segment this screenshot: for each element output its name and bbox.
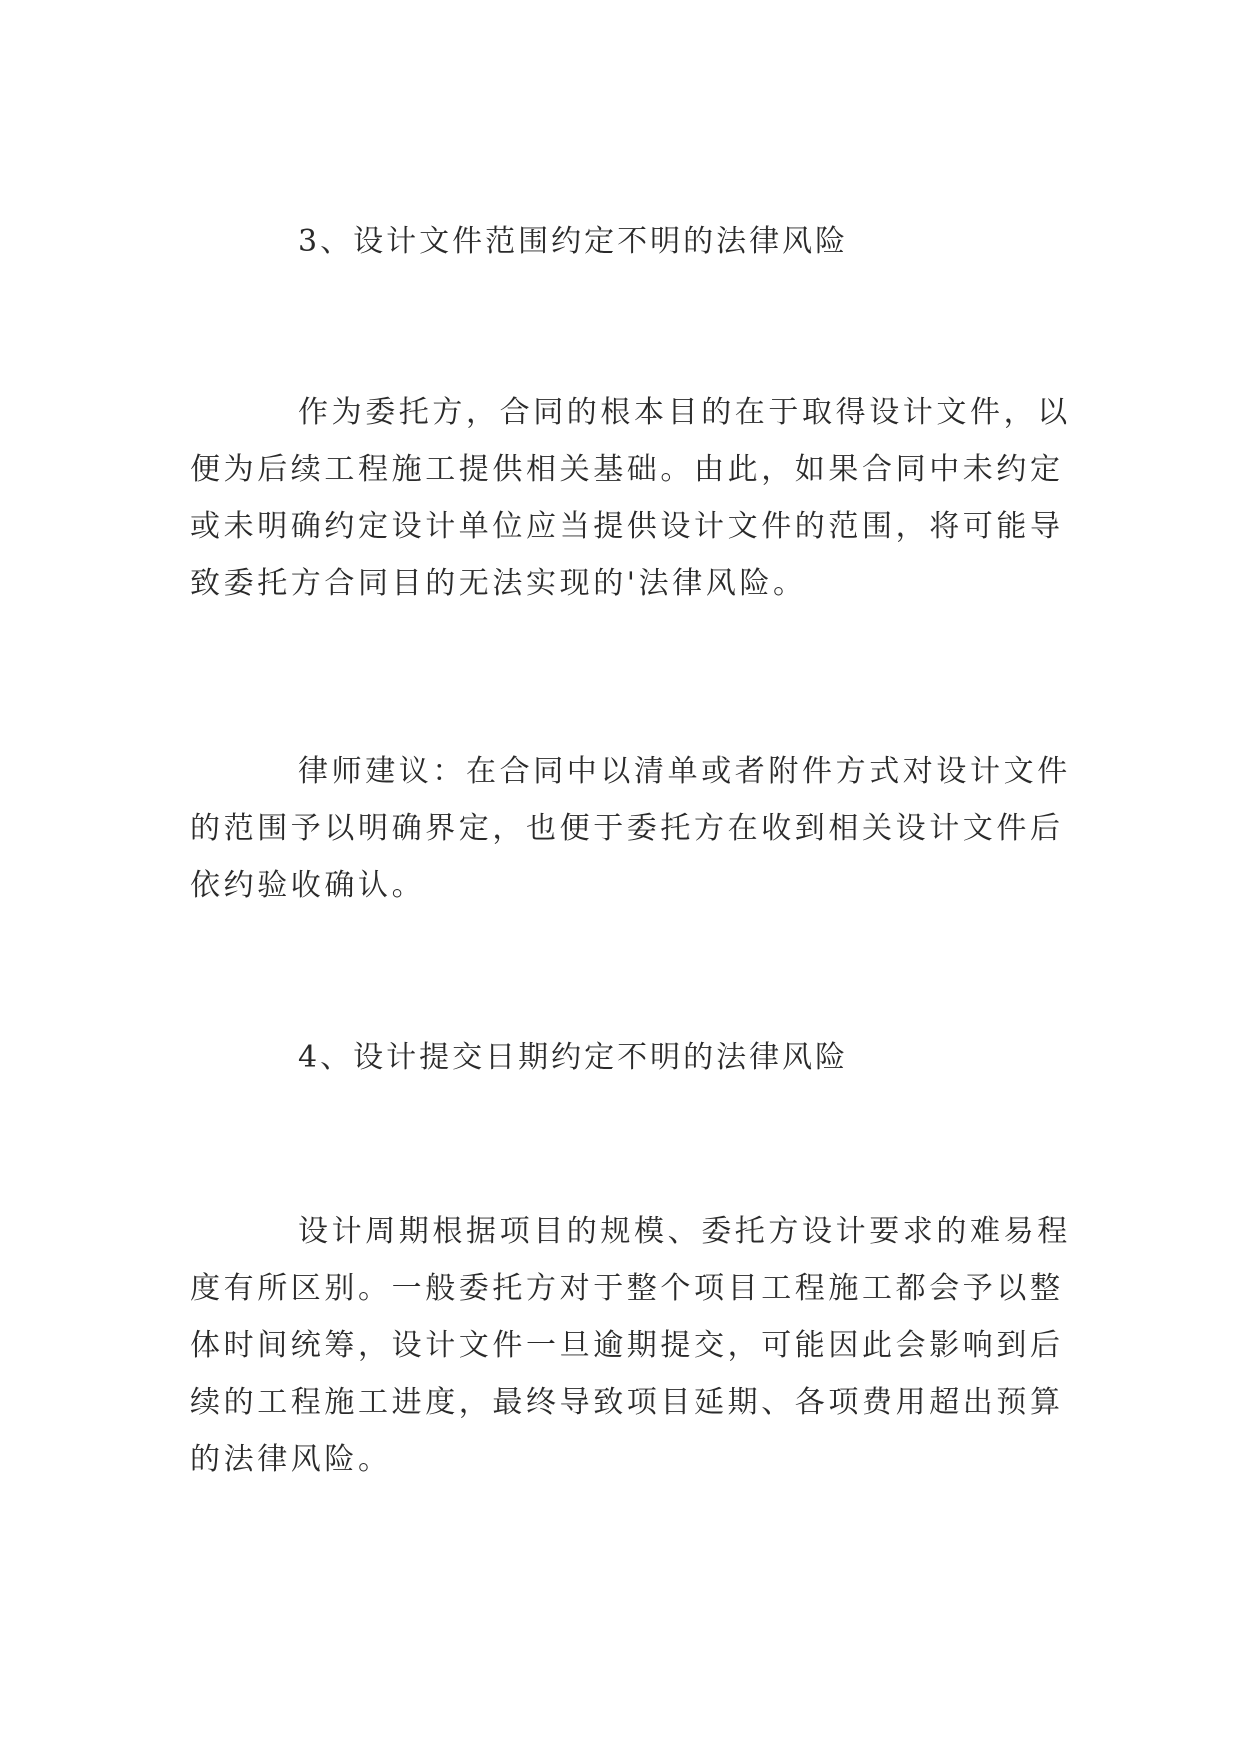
- paragraph-line: 的范围予以明确界定，也便于委托方在收到相关设计文件后: [190, 811, 1064, 846]
- paragraph-line: 致委托方合同目的无法实现的'法律风险。: [190, 566, 807, 601]
- section-3-paragraph-1: [190, 384, 1071, 612]
- section-4-heading: 4、设计提交日期约定不明的法律风险: [298, 1040, 849, 1075]
- paragraph-line: 设计周期根据项目的规模、委托方设计要求的难易程: [298, 1214, 1071, 1249]
- paragraph-line: 依约验收确认。: [190, 868, 426, 903]
- paragraph-line: 续的工程施工进度，最终导致项目延期、各项费用超出预算: [190, 1385, 1064, 1420]
- paragraph-line: 律师建议：在合同中以清单或者附件方式对设计文件: [298, 754, 1071, 789]
- paragraph-line: 度有所区别。一般委托方对于整个项目工程施工都会予以整: [190, 1271, 1064, 1306]
- section-4-paragraph-1: [190, 1203, 1071, 1488]
- paragraph-line: 作为委托方，合同的根本目的在于取得设计文件，以: [298, 395, 1071, 430]
- paragraph-line: 的法律风险。: [190, 1442, 392, 1477]
- paragraph-line: 或未明确约定设计单位应当提供设计文件的范围，将可能导: [190, 509, 1064, 544]
- paragraph-line: 体时间统筹，设计文件一旦逾期提交，可能因此会影响到后: [190, 1328, 1064, 1363]
- section-3-paragraph-2: [190, 743, 1071, 914]
- section-3-heading: 3、设计文件范围约定不明的法律风险: [298, 224, 849, 259]
- paragraph-line: 便为后续工程施工提供相关基础。由此，如果合同中未约定: [190, 452, 1064, 487]
